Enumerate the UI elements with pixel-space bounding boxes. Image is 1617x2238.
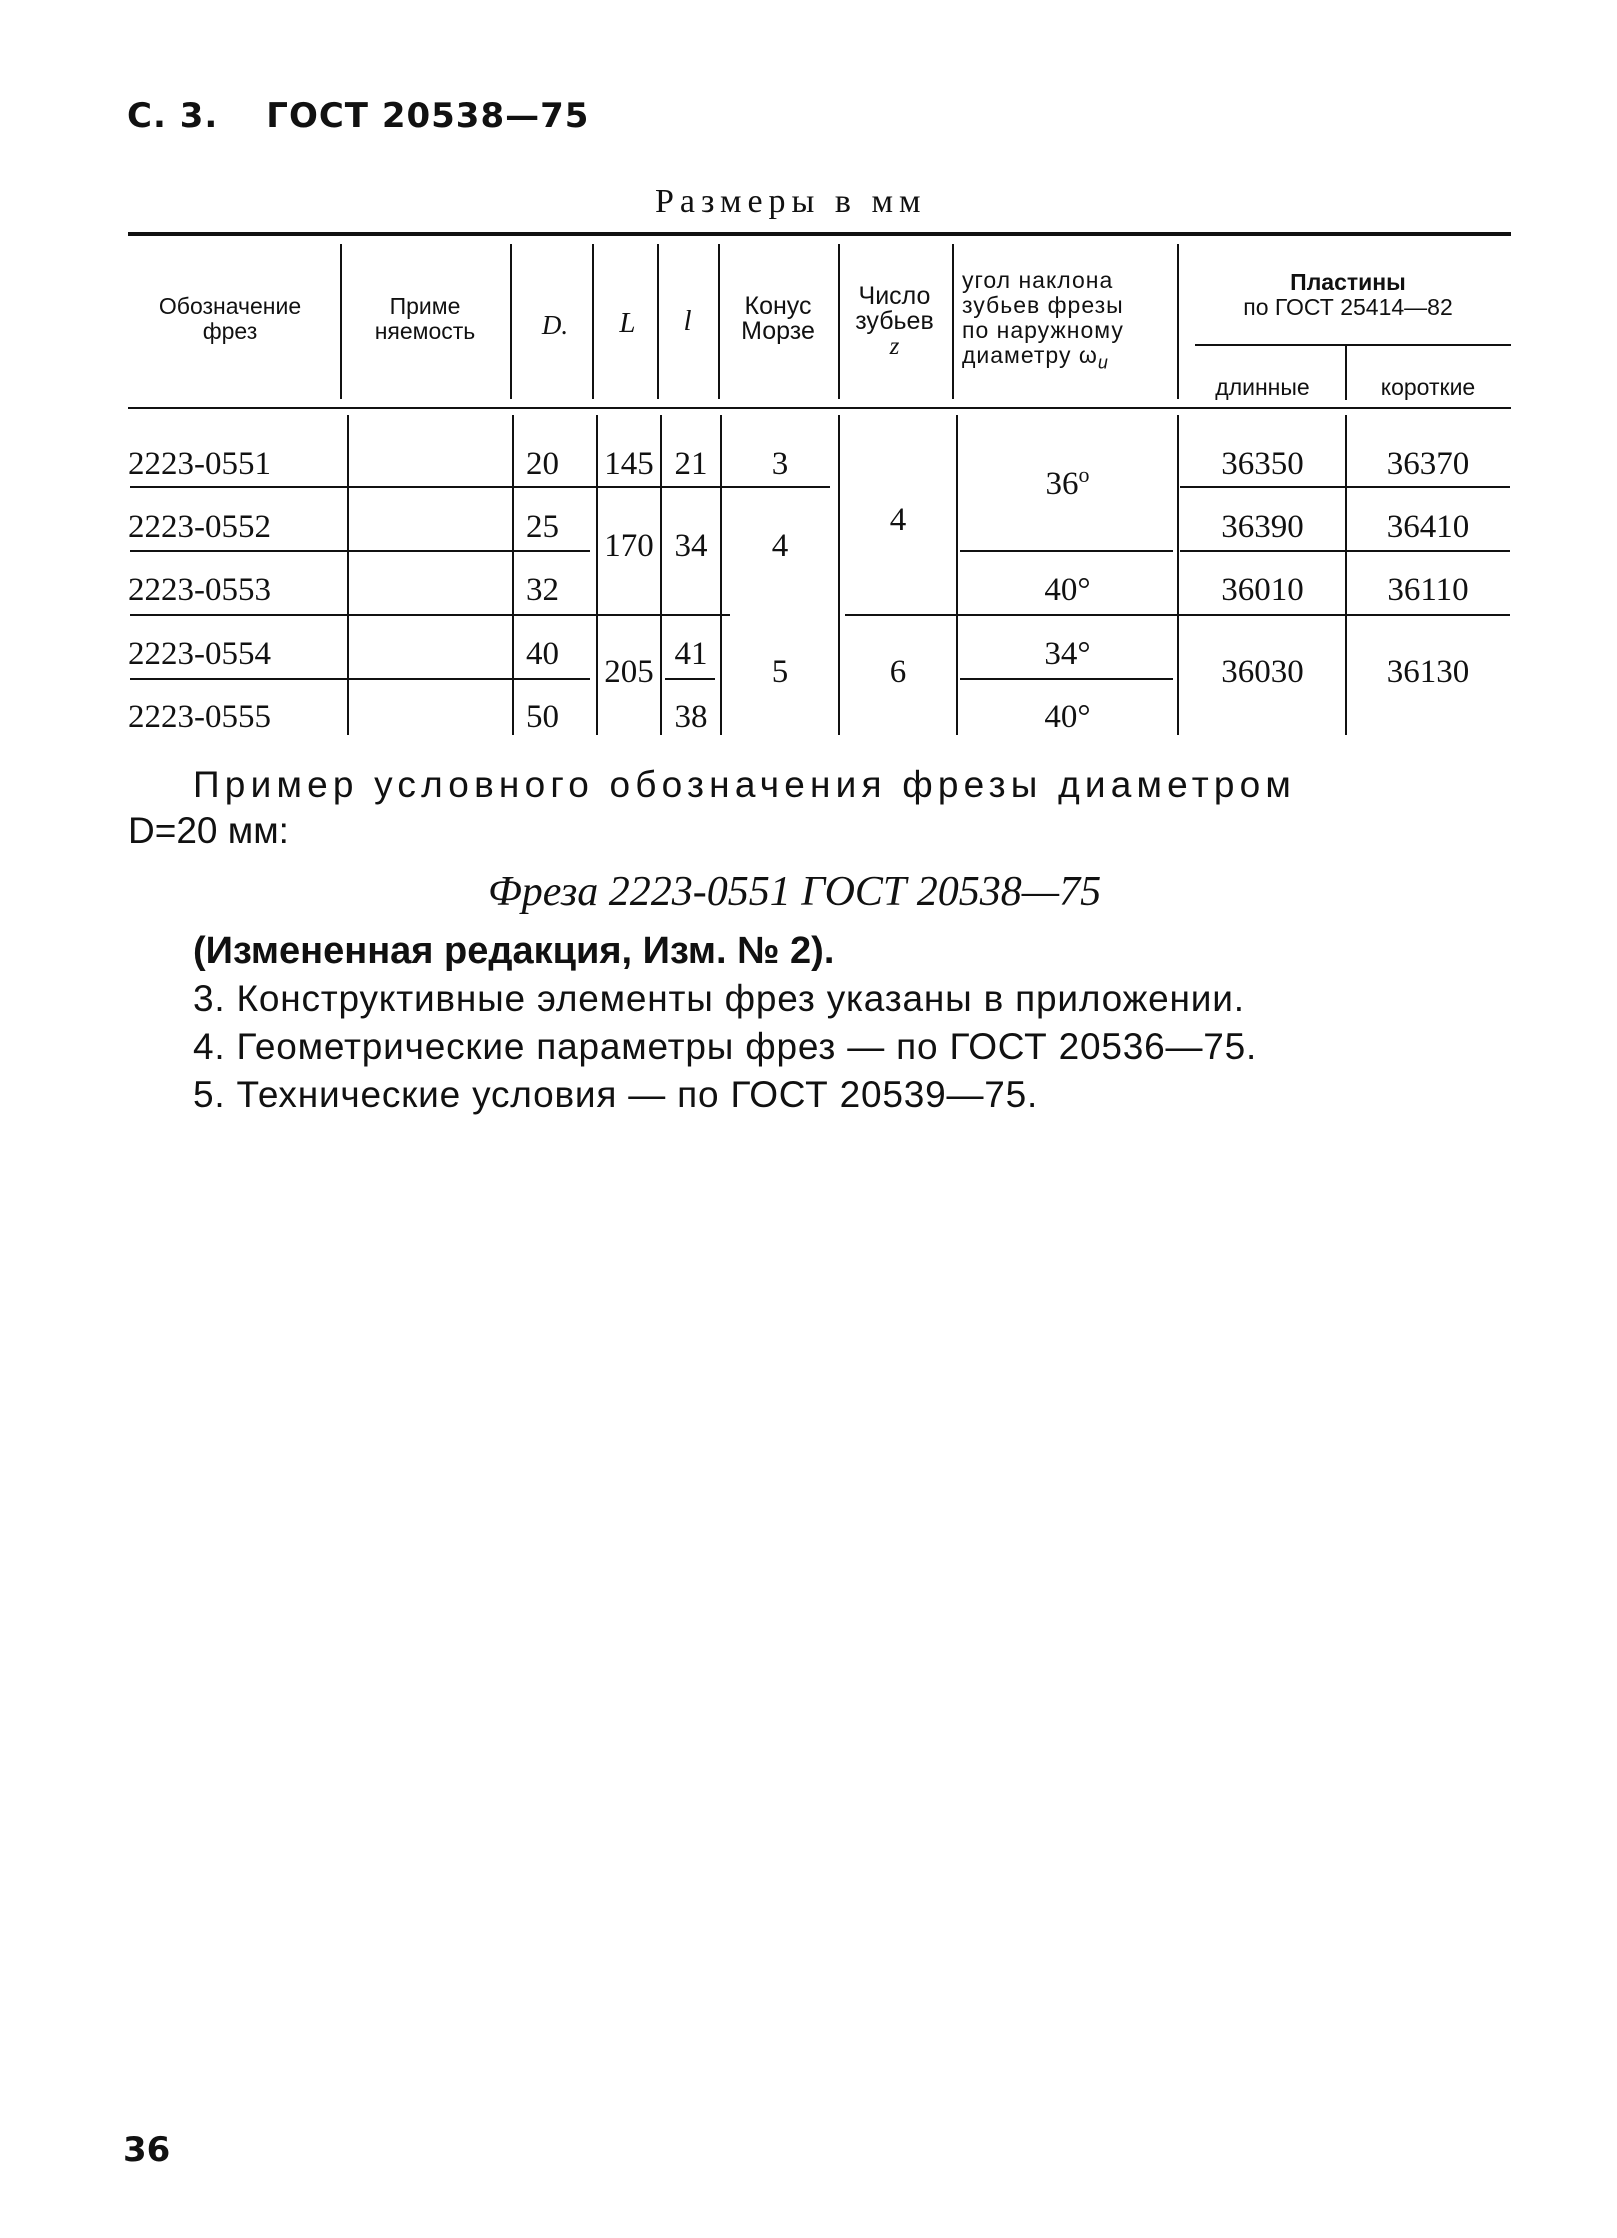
- col-divider: [347, 415, 349, 735]
- units-caption: Размеры в мм: [655, 183, 927, 220]
- cell-designation: 2223-0551: [128, 446, 271, 482]
- col-divider: [512, 415, 514, 735]
- header-morse: Конус Морзе: [741, 292, 815, 345]
- header-plates-short: короткие: [1380, 374, 1476, 400]
- cell-designation: 2223-0555: [128, 699, 271, 735]
- header-plates-long: длинные: [1215, 374, 1310, 400]
- col-divider: [1345, 415, 1347, 735]
- cell-plates-short: 36130: [1386, 654, 1470, 690]
- header-plates: Пластины по ГОСТ 25414—82: [1243, 269, 1453, 320]
- row-rule: [665, 678, 715, 680]
- col-divider: [1345, 345, 1347, 400]
- col-divider: [1177, 244, 1179, 399]
- col-divider: [592, 244, 594, 399]
- cell-l: 41: [674, 636, 708, 672]
- designation-example: Фреза 2223-0551 ГОСТ 20538—75: [488, 869, 1102, 915]
- cell-plates-short: 36110: [1387, 572, 1469, 608]
- row-rule: [130, 678, 590, 680]
- header-designation: Обозначение фрез: [158, 293, 302, 344]
- col-divider: [718, 244, 720, 399]
- cell-designation: 2223-0553: [128, 572, 271, 608]
- clause-5: 5. Технические условия — по ГОСТ 20539—75.: [193, 1074, 1039, 1115]
- header-L: L: [619, 307, 636, 339]
- header-l: l: [683, 305, 692, 337]
- cell-morse: 4: [771, 528, 789, 564]
- cell-angle-merged: $36^о$: [1045, 462, 1090, 502]
- cell-angle: 40°: [1044, 699, 1091, 735]
- cell-plates-long: 36010: [1221, 572, 1304, 608]
- cell-l: 21: [674, 446, 708, 482]
- cell-L: 205: [604, 654, 654, 690]
- cell-angle: 34°: [1044, 636, 1091, 672]
- cell-D: 20: [526, 446, 559, 482]
- row-rule: [1180, 486, 1510, 488]
- page-number: 36: [123, 2130, 171, 2170]
- cell-L: 170: [604, 528, 654, 564]
- row-rule: [845, 614, 1510, 616]
- row-rule: [130, 614, 730, 616]
- example-intro-line-1: Пример условного обозначения фрезы диаметром: [193, 764, 1297, 805]
- cell-plates-short: 36410: [1386, 509, 1470, 545]
- col-divider: [340, 244, 342, 399]
- cell-teeth-merged: 4: [889, 502, 907, 538]
- cell-l: 34: [674, 528, 708, 564]
- running-head: [127, 96, 589, 136]
- plates-subheader-rule: [1195, 344, 1511, 346]
- row-rule: [130, 486, 830, 488]
- row-rule: [1180, 550, 1510, 552]
- cell-D: 25: [526, 509, 559, 545]
- col-divider: [657, 244, 659, 399]
- col-divider: [510, 244, 512, 399]
- row-rule: [960, 678, 1173, 680]
- example-intro-line-2: D=20 мм:: [128, 810, 289, 851]
- col-divider: [952, 244, 954, 399]
- header-angle: угол наклона зубьев фрезы по наружному диаметру $\omega_u$: [962, 267, 1124, 373]
- clause-4: 4. Геометрические параметры фрез — по ГОСТ 20536—75.: [193, 1026, 1258, 1067]
- page-label: С. 3.: [127, 96, 219, 136]
- table-header-rule: [128, 407, 1511, 409]
- row-rule: [960, 550, 1173, 552]
- cell-D: 50: [526, 699, 559, 735]
- header-applicability: Приме няемость: [374, 293, 476, 344]
- col-divider: [838, 244, 840, 399]
- cell-plates-long: 36030: [1221, 654, 1304, 690]
- cell-D: 32: [526, 572, 559, 608]
- cell-l: 38: [674, 699, 708, 735]
- cell-morse: 5: [771, 654, 789, 690]
- col-divider: [1177, 415, 1179, 735]
- cell-L: 145: [604, 446, 654, 482]
- cell-designation: 2223-0554: [128, 636, 271, 672]
- amendment-note: (Измененная редакция, Изм. № 2).: [193, 930, 835, 972]
- header-teeth: Число зубьев z: [855, 282, 934, 360]
- row-rule: [130, 550, 590, 552]
- cell-D: 40: [526, 636, 559, 672]
- header-D: D.: [541, 310, 569, 340]
- cell-plates-long: 36350: [1221, 446, 1304, 482]
- standard-number: ГОСТ 20538—75: [266, 96, 590, 136]
- cell-angle: 40°: [1044, 572, 1091, 608]
- cell-teeth-merged: 6: [889, 654, 907, 690]
- cell-designation: 2223-0552: [128, 509, 271, 545]
- cell-plates-short: 36370: [1386, 446, 1470, 482]
- cell-plates-long: 36390: [1221, 509, 1304, 545]
- clause-3: 3. Конструктивные элементы фрез указаны в приложении.: [193, 978, 1245, 1019]
- table-top-rule: [128, 232, 1511, 236]
- cell-morse: 3: [771, 446, 789, 482]
